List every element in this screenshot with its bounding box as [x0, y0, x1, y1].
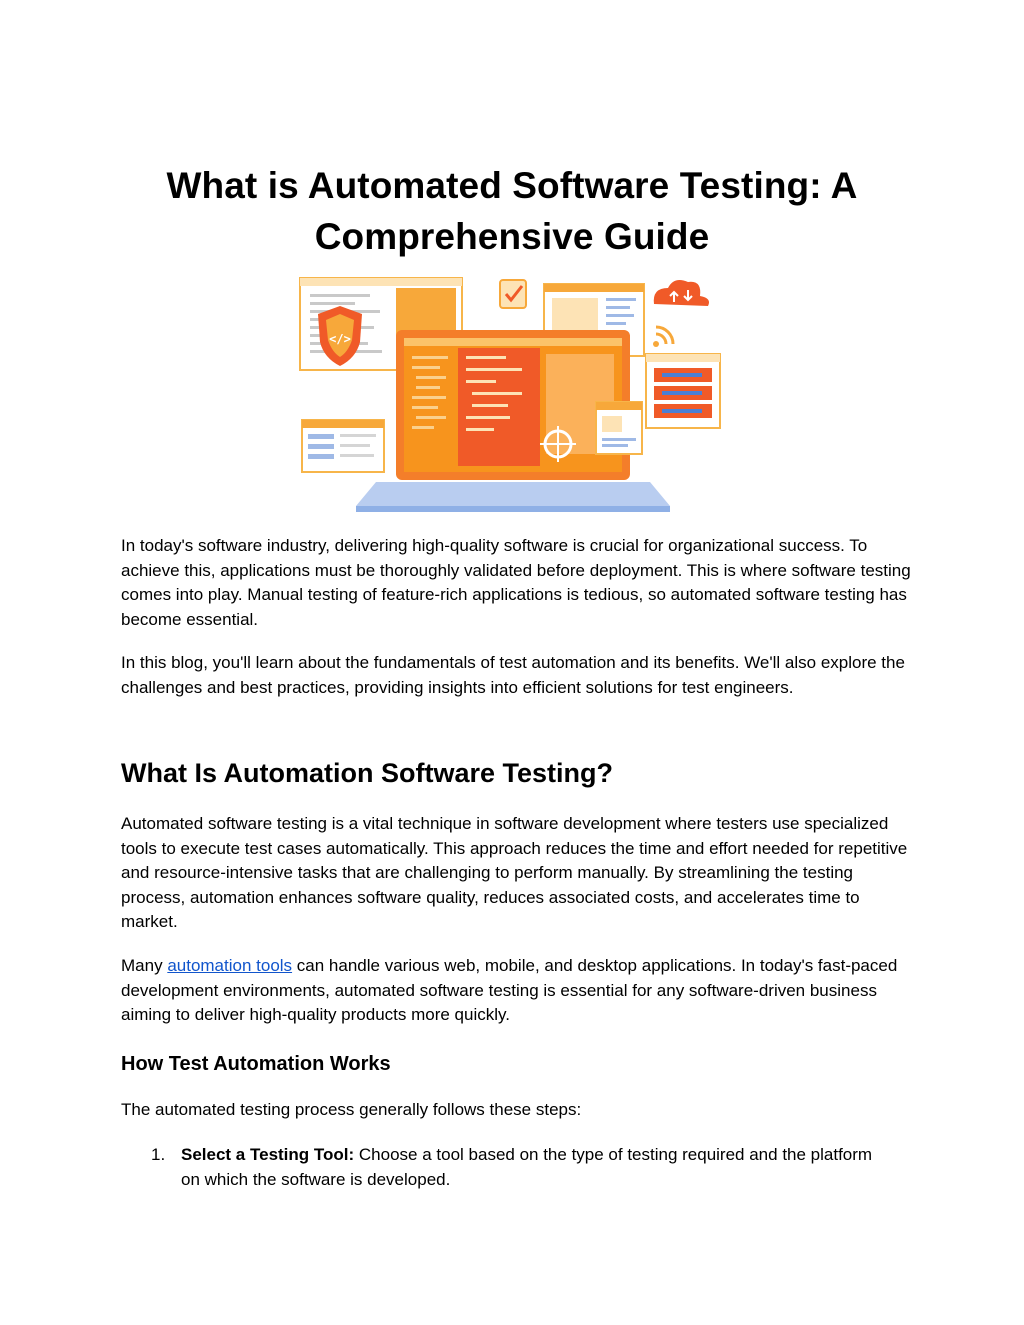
card-window-right	[596, 402, 642, 454]
svg-text:</>: </>	[329, 332, 351, 346]
paragraph2-suffix: can handle various web, mobile, and desktop applications. In today's fast-paced development environments, automated software testing is essential for any software-driven business aiming to deliver high-quality products more quickly.	[121, 956, 898, 1025]
paragraph2-prefix: Many	[121, 956, 163, 975]
security-badge-icon	[500, 280, 526, 308]
section1-paragraph-2	[121, 954, 911, 1028]
list-item-body	[181, 1143, 881, 1192]
hero-illustration	[296, 274, 728, 518]
page-title: What is Automated Software Testing: A Comprehensive Guide	[166, 165, 858, 257]
list-item-text: Choose a tool based on the type of testing required and the platform on which the software is developed.	[181, 1145, 873, 1189]
list-item-number: 1.	[151, 1145, 166, 1164]
rss-icon	[653, 327, 673, 347]
section1-paragraph-1: Automated software testing is a vital technique in software development where testers use specialized tools to execute test cases automatically. This approach reduces the time and effort needed for repetitive and resource-intensive tasks that are challenging to perform manually. By streamlining the testing process, automation enhances software quality, reduces associated costs, and accelerates time to market.	[121, 814, 908, 932]
section-heading-how-it-works: How Test Automation Works	[121, 1053, 391, 1075]
intro-paragraph-2: In this blog, you'll learn about the fundamentals of test automation and its benefits. We'll also explore the challenges and best practices, providing insights into efficient solutions for test engineers.	[121, 653, 905, 697]
list-item-label: Select a Testing Tool:	[181, 1145, 355, 1164]
section-heading-automation-testing: What Is Automation Software Testing?	[121, 758, 613, 788]
server-panel	[646, 354, 720, 428]
section2-intro: The automated testing process generally follows these steps:	[121, 1100, 582, 1119]
card-window-left	[302, 420, 384, 472]
intro-paragraph-1: In today's software industry, delivering high-quality software is crucial for organizational success. To achieve this, applications must be thoroughly validated before deployment. This is where software testing comes into play. Manual testing of feature-rich applications is tedious, so automated software testing has become essential.	[121, 536, 911, 629]
cloud-sync-icon	[654, 280, 709, 306]
automation-tools-link[interactable]: automation tools	[167, 956, 293, 975]
